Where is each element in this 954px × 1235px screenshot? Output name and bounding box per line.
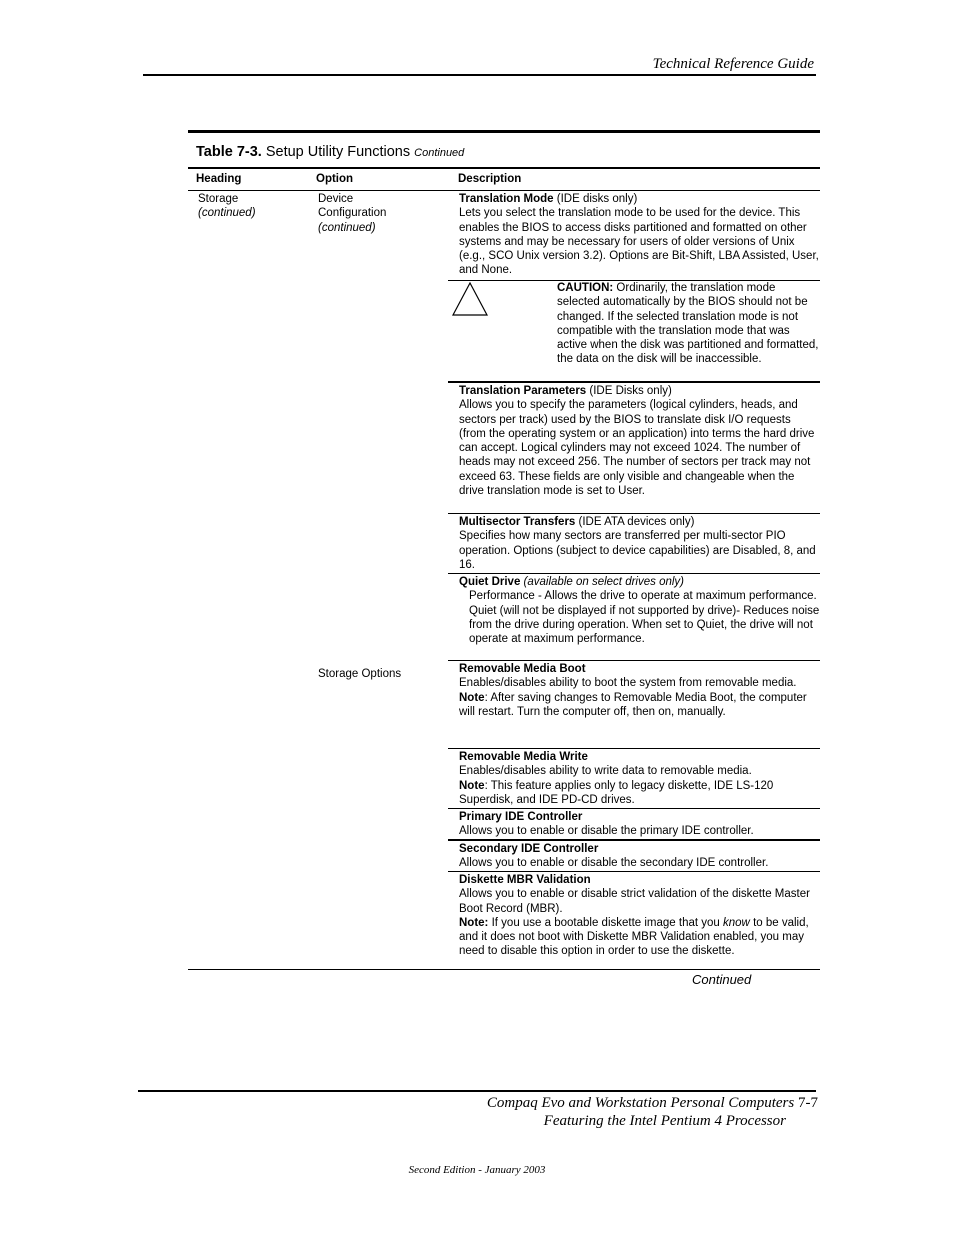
footer-rule: [138, 1090, 816, 1092]
option-continued: (continued): [318, 221, 376, 234]
heading-continued: (continued): [198, 207, 256, 220]
row-diskette-mbr-validation: [448, 872, 820, 972]
description-column: [448, 191, 820, 972]
caution-box: [448, 281, 820, 381]
option-line: Device: [318, 193, 354, 205]
table-body: [188, 191, 820, 969]
row-translation-mode: [448, 191, 820, 280]
row-qualifier: (IDE Disks only): [586, 385, 672, 397]
table-title: Setup Utility Functions: [261, 144, 415, 160]
heading-storage: Storage: [198, 193, 239, 205]
row-title: Secondary IDE Controller: [459, 843, 599, 855]
heading-cell: [198, 192, 308, 221]
caution-text: [548, 281, 819, 381]
row-body: Allows you to enable or disable strict validation of the diskette Master Boot Record (MBR).: [459, 888, 810, 915]
note-body: to be valid, and it does not boot with Diskette MBR Validation enabled, you may need to disable this option in order to use the diskette.: [459, 916, 809, 958]
row-body: Specifies how many sectors are transferred per multi-sector PIO operation. Options (subject to device capabilities) are Disabled, 8, and 16.: [459, 530, 816, 571]
row-body: Enables/disables ability to write data to removable media.: [459, 765, 752, 778]
row-translation-parameters: [448, 383, 820, 513]
table-caption: [188, 133, 820, 167]
row-title: Multisector Transfers: [459, 516, 576, 528]
column-header-heading: Heading: [196, 173, 242, 185]
row-body: Enables/disables ability to boot the system from removable media.: [459, 677, 797, 690]
footer-line-2: Featuring the Intel Pentium 4 Processor: [543, 1113, 786, 1129]
option-device-configuration: [318, 192, 448, 235]
option-storage-options: Storage Options: [318, 668, 402, 680]
row-body: Lets you select the translation mode to be used for the device. This enables the BIOS to access disks partitioned and formatted on other systems and may be necessary for users of older versions of Unix (e.g., SCO Unix version 3.2). Options are Bit-Shift, LBA Assisted, User, and None.: [459, 207, 819, 277]
table-header-row: [188, 169, 820, 190]
row-body: Allows you to enable or disable the primary IDE controller.: [459, 825, 754, 838]
row-title: Removable Media Write: [459, 751, 588, 763]
row-qualifier: (IDE ATA devices only): [575, 516, 695, 528]
row-title: Diskette MBR Validation: [459, 874, 591, 886]
note-body: : After saving changes to Removable Media Boot, the computer will restart. Turn the computer off, then on, manually.: [459, 691, 807, 718]
row-body: Allows you to enable or disable the secondary IDE controller.: [459, 857, 769, 870]
running-header-title: Technical Reference Guide: [652, 56, 814, 72]
footer-line-1: [487, 1095, 818, 1112]
note-label: Note: [459, 779, 485, 792]
caution-icon: [448, 281, 548, 379]
setup-utility-table: [188, 130, 820, 970]
row-qualifier: (IDE disks only): [553, 193, 638, 205]
quiet-drive-performance: Performance - Allows the drive to operate at maximum performance.: [469, 590, 817, 603]
note-label: Note: [459, 691, 485, 704]
row-removable-media-boot: [448, 661, 820, 748]
column-header-description: Description: [458, 173, 522, 185]
row-removable-media-write: [448, 749, 820, 808]
row-title: Translation Mode: [459, 193, 554, 205]
header-rule: [143, 74, 816, 76]
row-title: Quiet Drive: [459, 576, 521, 588]
footer-book-title: Compaq Evo and Workstation Personal Computers: [486, 1095, 798, 1111]
note-body: : This feature applies only to legacy diskette, IDE LS-120 Superdisk, and IDE PD-CD drives.: [459, 779, 774, 806]
table-caption-continued: Continued: [414, 147, 465, 159]
option-line: Configuration: [318, 207, 387, 220]
quiet-drive-quiet: Quiet (will not be displayed if not supported by drive)- Reduces noise from the drive during operation. When set to Quiet, the drive will not operate at maximum performance.: [469, 604, 820, 646]
row-secondary-ide-controller: [448, 841, 820, 871]
row-body: Allows you to specify the parameters (logical cylinders, heads, and sectors per track) used by the BIOS to translate disk I/O requests (from the operating system or an application) into terms the hard drive can accept. Logical cylinders may not exceed 1024. The number of heads may not exceed 256. The number of sectors per track may not exceed 63. These fields are only visible and changeable when the drive translation mode is set to User.: [459, 399, 815, 498]
row-multisector-transfers: [448, 514, 820, 573]
table-continued-note: Continued: [692, 972, 752, 987]
note-label: Note:: [459, 916, 489, 929]
row-qualifier: (available on select drives only): [520, 576, 684, 588]
row-title: Removable Media Boot: [459, 663, 586, 675]
column-header-option: Option: [316, 173, 354, 185]
table-number: Table 7-3.: [196, 144, 262, 160]
note-body: If you use a bootable diskette image that you: [488, 916, 724, 929]
page-number: 7-7: [798, 1095, 818, 1111]
row-title: Primary IDE Controller: [459, 811, 583, 823]
footer-edition: Second Edition - January 2003: [408, 1164, 546, 1176]
row-title: Translation Parameters: [459, 385, 587, 397]
row-quiet-drive: [448, 574, 820, 660]
caution-label: CAUTION:: [557, 282, 614, 294]
note-emphasis: know: [723, 916, 750, 929]
caution-body: Ordinarily, the translation mode selected automatically by the BIOS should not be changed. If the selected translation mode is not compatible with the translation mode that was active when the disk was partitioned and formatted, the data on the disk will be inaccessible.: [557, 282, 819, 366]
row-primary-ide-controller: [448, 809, 820, 839]
